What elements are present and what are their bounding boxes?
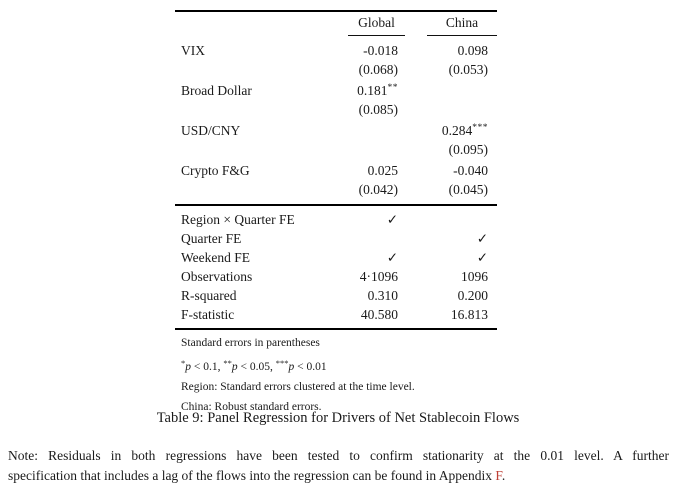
table-mid-rule (175, 204, 497, 206)
coef-cell-china (405, 39, 497, 60)
table-bottom-rule (175, 328, 497, 330)
coef-value: -0.018 (363, 43, 398, 58)
header-china-label: China (427, 12, 497, 36)
coef-cell-china (405, 119, 497, 140)
footnote-period: . (501, 467, 506, 483)
sig-var: p (185, 360, 191, 373)
coef-cell-global (335, 39, 405, 60)
se-cell-global: (0.085) (358, 102, 398, 117)
row-label-empty (175, 180, 335, 199)
stat-cell-global: 4·1096 (359, 268, 398, 284)
note-significance-levels (181, 353, 497, 377)
se-cell-china (405, 100, 497, 119)
coef-value: -0.040 (453, 163, 488, 178)
stats-table (175, 210, 497, 324)
row-label-empty (175, 100, 335, 119)
se-cell-global: (0.068) (358, 62, 398, 77)
page-footnote (8, 446, 669, 485)
coef-cell-global (335, 119, 405, 140)
table-row (175, 248, 497, 267)
stat-cell-global: 0.310 (367, 287, 398, 303)
row-label: Region × Quarter FE (181, 211, 295, 227)
row-label: F-statistic (181, 306, 235, 322)
table-row (175, 60, 497, 79)
row-label: R-squared (181, 287, 237, 303)
checkmark-cell-global (335, 229, 405, 248)
table-row (175, 119, 497, 140)
se-cell-china: (0.045) (448, 182, 488, 197)
se-cell-global: (0.042) (358, 182, 398, 197)
table-row (175, 267, 497, 286)
sig-segment (275, 357, 327, 373)
stat-cell-global: 40.580 (360, 306, 398, 322)
note-region: Region: Standard errors clustered at the time level. (181, 380, 415, 393)
footnote-line1: Note: Residuals in both regressions have been tested to confirm stationarity at the 0.01 level. A further (8, 448, 669, 463)
table-row (175, 159, 497, 180)
sig-var: p (231, 360, 238, 373)
row-label: Observations (181, 268, 253, 284)
row-label: Crypto F&G (181, 163, 250, 178)
row-label: USD/CNY (181, 123, 241, 138)
table-row (175, 286, 497, 305)
coef-value: 0.098 (457, 43, 488, 58)
sig-segment (181, 357, 224, 373)
table-row (175, 79, 497, 100)
checkmark-cell-global: ✓ (386, 211, 398, 227)
sig-threshold: < 0.05, (237, 360, 276, 373)
header-empty-cell (175, 12, 335, 36)
footnote-line2 (8, 466, 669, 486)
sig-stars: *** (275, 357, 289, 368)
table-header-row (175, 12, 497, 36)
table-row (175, 39, 497, 60)
coefficients-table (175, 12, 497, 199)
coef-cell-china (405, 159, 497, 180)
checkmark-cell-china: ✓ (476, 249, 488, 265)
row-label: VIX (181, 43, 205, 58)
note-standard-errors: Standard errors in parentheses (181, 336, 320, 349)
sig-segment (223, 357, 276, 373)
stat-cell-china: 1096 (461, 268, 488, 284)
stat-cell-china: 0.200 (457, 287, 488, 303)
stat-cell-china: 16.813 (450, 306, 488, 322)
sig-var: p (288, 360, 295, 373)
checkmark-cell-china: ✓ (476, 230, 488, 246)
header-global (335, 12, 405, 36)
appendix-f-link[interactable]: F (495, 467, 502, 483)
row-label: Weekend FE (181, 249, 251, 265)
table-row (175, 140, 497, 159)
header-china (405, 12, 497, 36)
se-cell-global (335, 140, 405, 159)
row-label: Quarter FE (181, 230, 242, 246)
table-row (175, 100, 497, 119)
table-row (175, 305, 497, 324)
se-cell-china: (0.053) (448, 62, 488, 77)
coef-value: 0.284 (441, 123, 473, 138)
table-row (175, 229, 497, 248)
coef-cell-global (335, 159, 405, 180)
row-label: Broad Dollar (181, 83, 252, 98)
coef-cell-china (405, 79, 497, 100)
coef-cell-global (335, 79, 405, 100)
header-global-label: Global (348, 12, 405, 36)
note-china: China: Robust standard errors. (181, 400, 322, 413)
regression-table (175, 10, 497, 417)
sig-threshold: < 0.01 (294, 360, 327, 373)
row-label-empty (175, 60, 335, 79)
coef-value: 0.025 (367, 163, 398, 178)
significance-stars: *** (472, 123, 488, 133)
checkmark-cell-global: ✓ (386, 249, 398, 265)
coef-value: 0.181 (357, 83, 388, 98)
footnote-text: specification that includes a lag of the flows into the regression can be found in Appendix (8, 467, 496, 483)
significance-stars: ** (387, 83, 398, 93)
sig-stars: ** (223, 357, 232, 368)
sig-threshold: < 0.1, (191, 360, 224, 373)
checkmark-cell-china (405, 210, 497, 229)
row-label-empty (175, 140, 335, 159)
se-cell-china: (0.095) (448, 142, 488, 157)
table-caption: Table 9: Panel Regression for Drivers of Net Stablecoin Flows (156, 410, 520, 426)
sig-stars: * (181, 357, 186, 368)
table-notes (181, 333, 497, 417)
table-row (175, 210, 497, 229)
table-row (175, 180, 497, 199)
